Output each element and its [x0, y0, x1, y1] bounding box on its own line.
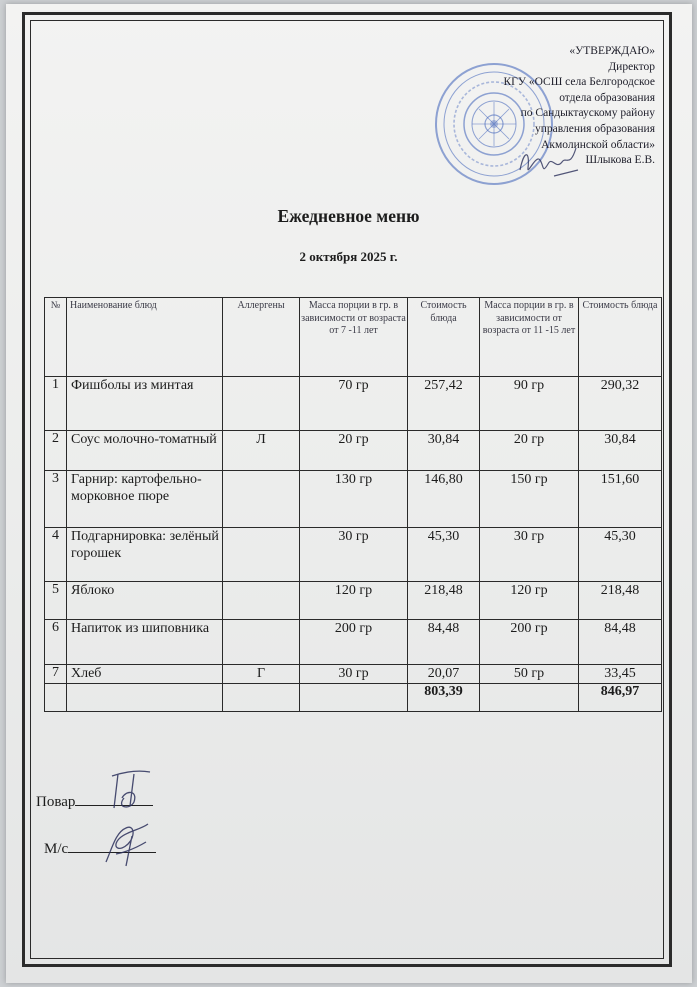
director-name: Шлыкова Е.В.	[585, 154, 655, 167]
total-cost-7-11: 803,39	[408, 684, 480, 712]
dish-name: Напиток из шиповника	[67, 620, 223, 665]
cost-7-11: 45,30	[408, 528, 480, 582]
row-num: 7	[45, 665, 67, 684]
empty-cell	[45, 684, 67, 712]
mass-11-15: 30 гр	[480, 528, 579, 582]
empty-cell	[67, 684, 223, 712]
header-mass-7-11: Масса порции в гр. в зависимости от возраста от 7 -11 лет	[300, 298, 408, 377]
allergen-cell	[223, 471, 300, 528]
table-row	[45, 377, 662, 431]
row-num: 2	[45, 431, 67, 471]
total-cost-11-15: 846,97	[579, 684, 662, 712]
approval-line: Акмолинской области»	[541, 138, 655, 151]
dish-name: Фишболы из минтая	[67, 377, 223, 431]
mass-7-11: 200 гр	[300, 620, 408, 665]
approval-line: «УТВЕРЖДАЮ»	[569, 45, 655, 57]
cost-7-11: 30,84	[408, 431, 480, 471]
empty-cell	[223, 684, 300, 712]
mass-11-15: 50 гр	[480, 665, 579, 684]
mass-11-15: 20 гр	[480, 431, 579, 471]
allergen-cell	[223, 620, 300, 665]
dish-name: Подгарнировка: зелёный горошек	[67, 528, 223, 582]
allergen-cell: Л	[223, 431, 300, 471]
page-title: Ежедневное меню	[277, 206, 420, 226]
approval-line: отдела образования	[559, 91, 655, 104]
mass-11-15: 120 гр	[480, 582, 579, 620]
mass-7-11: 120 гр	[300, 582, 408, 620]
mass-7-11: 70 гр	[300, 377, 408, 431]
cook-label: Повар	[36, 794, 76, 810]
cost-7-11: 218,48	[408, 582, 480, 620]
cost-11-15: 30,84	[579, 431, 662, 471]
mass-7-11: 20 гр	[300, 431, 408, 471]
allergen-cell	[223, 528, 300, 582]
cost-11-15: 151,60	[579, 471, 662, 528]
nurse-label: М/с	[44, 841, 69, 857]
header-num: №	[45, 298, 67, 377]
header-cost-7-11: Стоимость блюда	[408, 298, 480, 377]
table-header-row	[45, 298, 662, 377]
totals-row	[45, 684, 662, 712]
cost-11-15: 218,48	[579, 582, 662, 620]
cost-7-11: 257,42	[408, 377, 480, 431]
dish-name: Гарнир: картофельно-морковное пюре	[67, 471, 223, 528]
empty-cell	[300, 684, 408, 712]
cost-11-15: 33,45	[579, 665, 662, 684]
cost-11-15: 84,48	[579, 620, 662, 665]
mass-11-15: 150 гр	[480, 471, 579, 528]
row-num: 3	[45, 471, 67, 528]
mass-7-11: 130 гр	[300, 471, 408, 528]
cost-11-15: 45,30	[579, 528, 662, 582]
cost-7-11: 20,07	[408, 665, 480, 684]
table-row	[45, 471, 662, 528]
row-num: 6	[45, 620, 67, 665]
dish-name: Яблоко	[67, 582, 223, 620]
menu-table	[44, 297, 662, 712]
table-row	[45, 528, 662, 582]
header-cost-11-15: Стоимость блюда	[579, 298, 662, 377]
approval-block	[395, 44, 655, 169]
mass-7-11: 30 гр	[300, 665, 408, 684]
mass-7-11: 30 гр	[300, 528, 408, 582]
cost-7-11: 146,80	[408, 471, 480, 528]
table-row	[45, 582, 662, 620]
row-num: 4	[45, 528, 67, 582]
table-row	[45, 620, 662, 665]
approval-line: управления образования	[534, 122, 655, 135]
allergen-cell: Г	[223, 665, 300, 684]
empty-cell	[480, 684, 579, 712]
cost-11-15: 290,32	[579, 377, 662, 431]
approval-line: КГУ «ОСШ села Белгородское	[503, 76, 655, 89]
allergen-cell	[223, 377, 300, 431]
allergen-cell	[223, 582, 300, 620]
row-num: 1	[45, 377, 67, 431]
approval-line: по Сандыктаускому району	[520, 107, 655, 120]
table-row	[45, 431, 662, 471]
dish-name: Соус молочно-томатный	[67, 431, 223, 471]
row-num: 5	[45, 582, 67, 620]
header-mass-11-15: Масса порции в гр. в зависимости от возраста от 11 -15 лет	[480, 298, 579, 377]
cook-signature	[104, 768, 160, 816]
header-name: Наименование блюд	[67, 298, 223, 377]
table-row	[45, 665, 662, 684]
header-allergens: Аллергены	[223, 298, 300, 377]
cost-7-11: 84,48	[408, 620, 480, 665]
approval-line: Директор	[608, 60, 655, 73]
menu-date: 2 октября 2025 г.	[299, 249, 398, 264]
nurse-signature	[96, 818, 156, 872]
mass-11-15: 90 гр	[480, 377, 579, 431]
mass-11-15: 200 гр	[480, 620, 579, 665]
dish-name: Хлеб	[67, 665, 223, 684]
